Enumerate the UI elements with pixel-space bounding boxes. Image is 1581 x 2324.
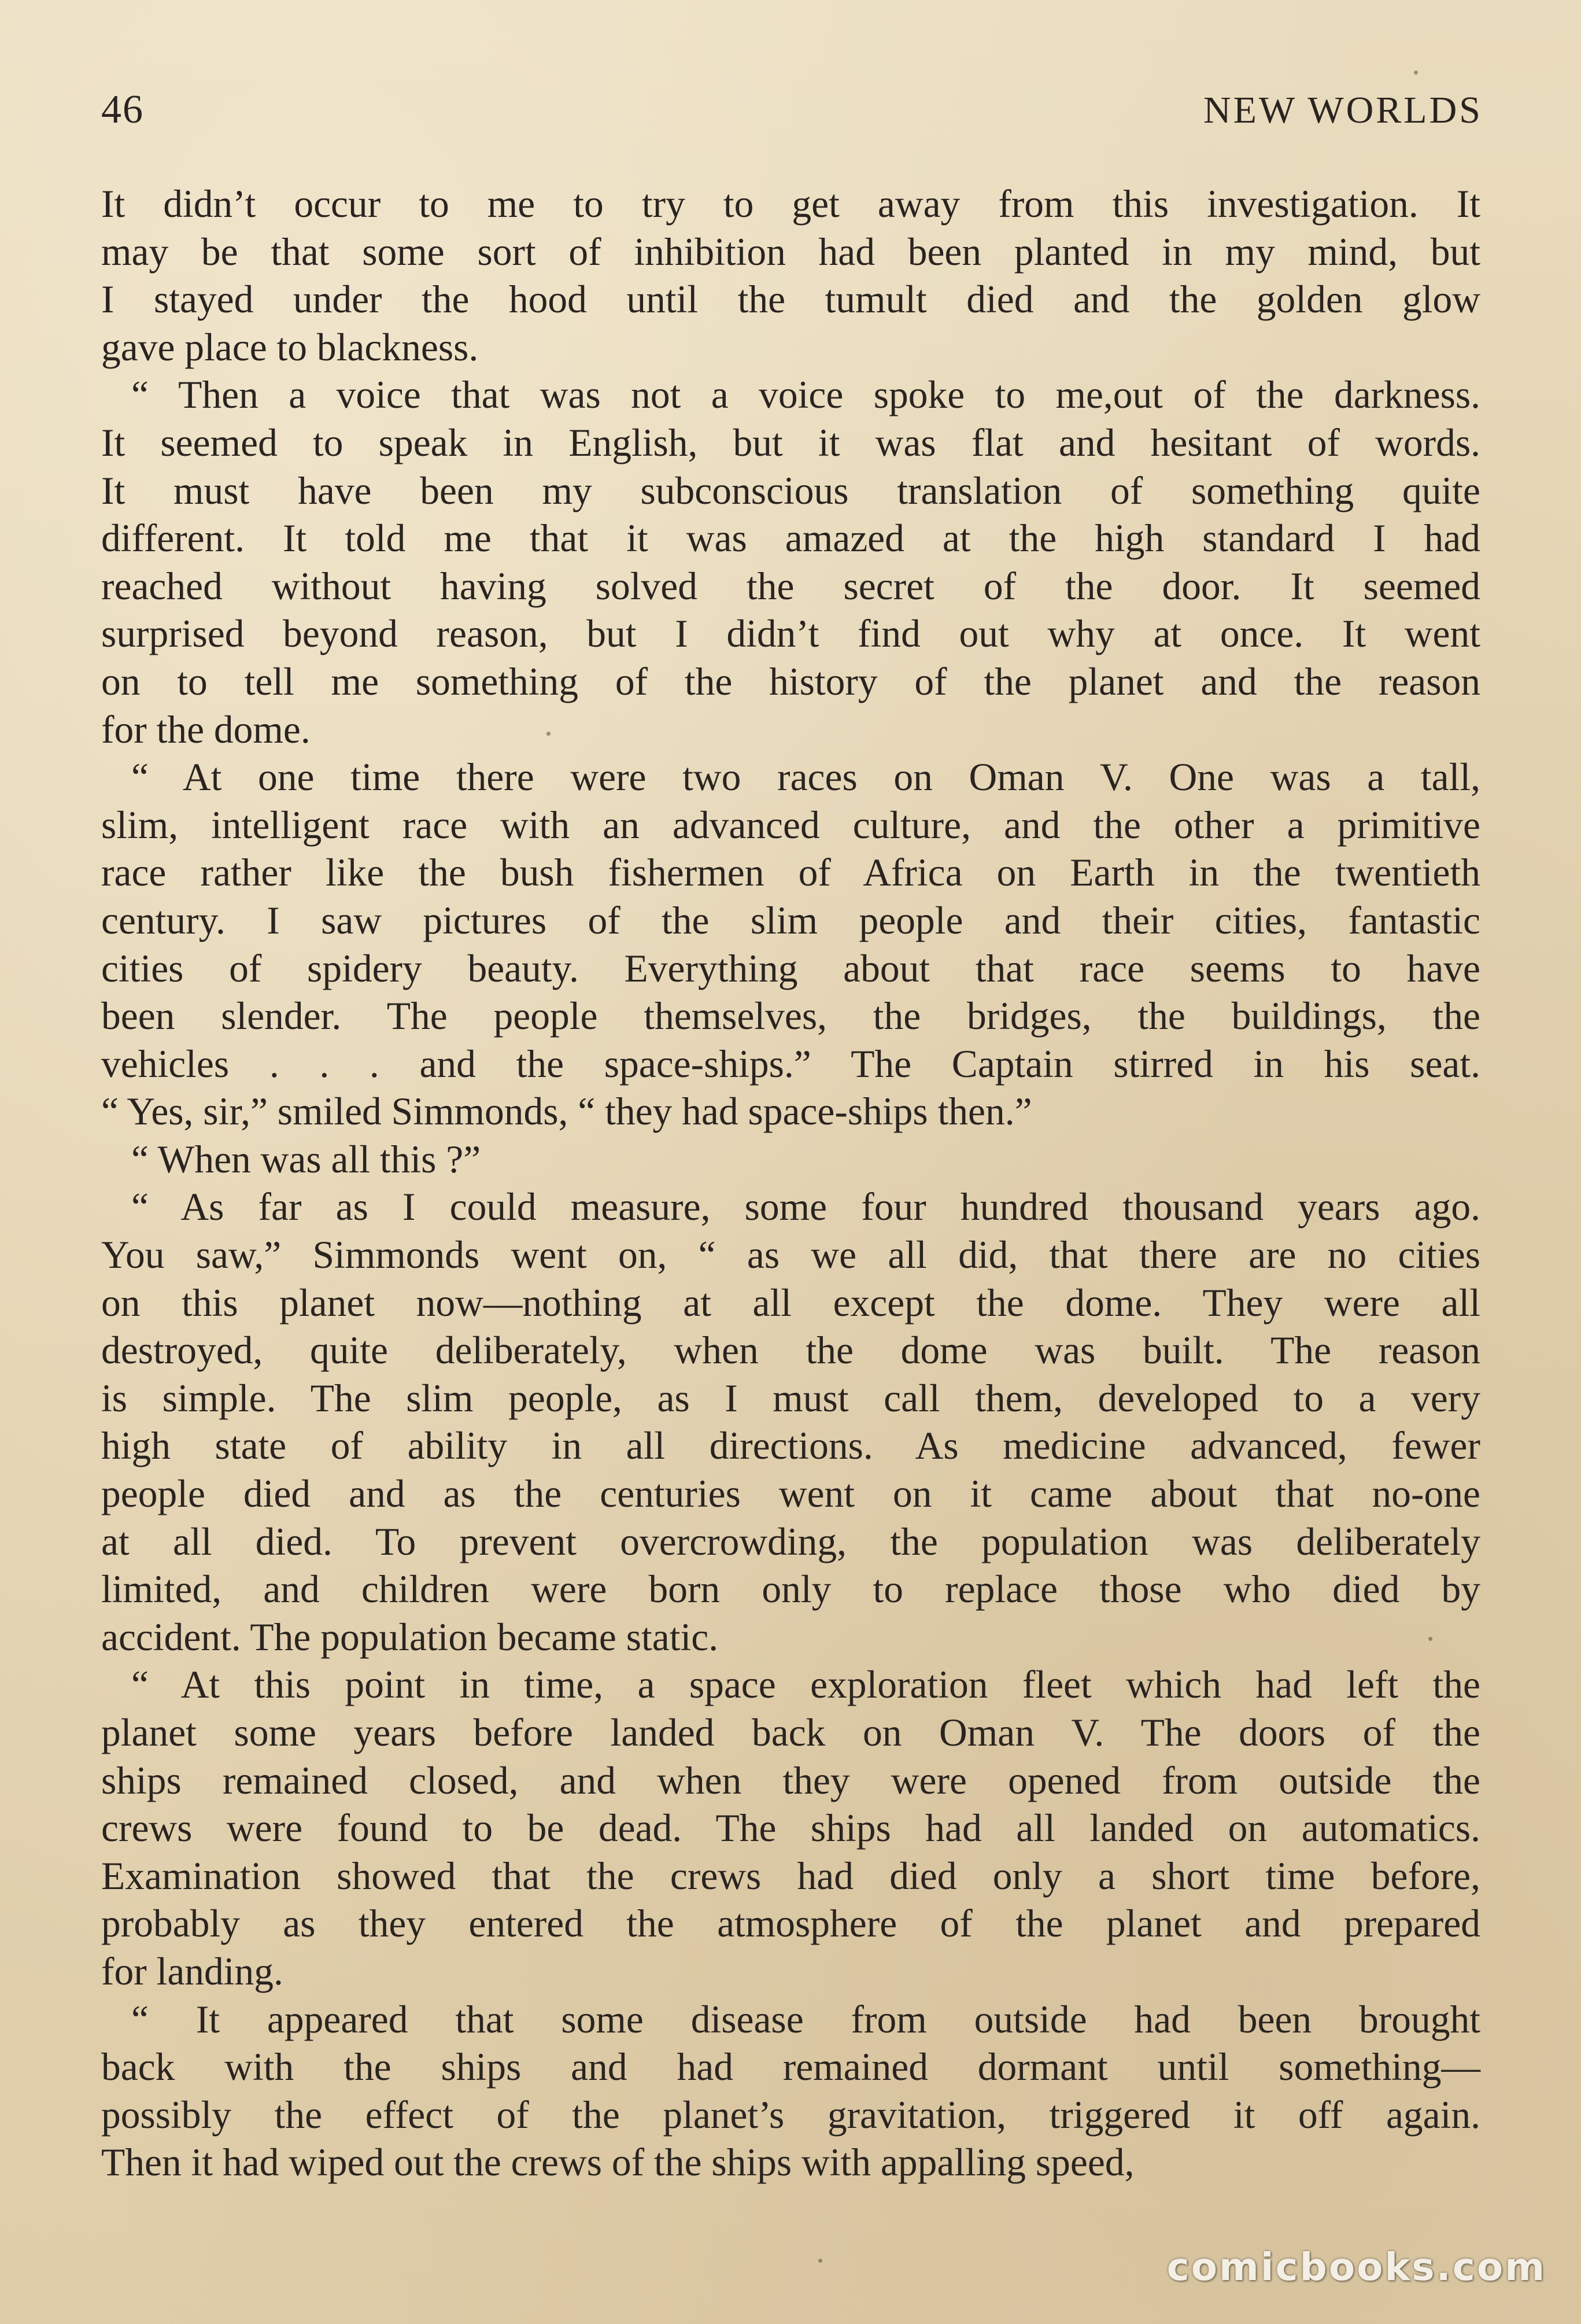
text-line: high state of ability in all directions. As medicine advanced, fewer [101,1424,1480,1468]
text-line: “ As far as I could measure, some four hundred thousand years ago. [131,1185,1480,1229]
text-line: “ Yes, sir,” smiled Simmonds, “ they had space-ships then.” [101,1090,1032,1134]
text-line: on this planet now—nothing at all except the dome. They were all [101,1281,1480,1325]
text-line: probably as they entered the atmosphere of the planet and prepared [101,1902,1480,1946]
running-head [101,87,1483,150]
text-line: century. I saw pictures of the slim people and their cities, fantastic [101,898,1480,942]
text-line: ships remained closed, and when they were opened from outside the [101,1758,1480,1802]
text-line: for landing. [101,1949,283,1993]
paper-speck [546,732,551,736]
text-line: “ At one time there were two races on Oman V. One was a tall, [131,755,1480,799]
text-line: limited, and children were born only to replace those who died by [101,1567,1480,1611]
paper-speck [1414,71,1418,75]
text-line: back with the ships and had remained dormant until something— [101,2045,1480,2089]
text-line: different. It told me that it was amazed at the high standard I had [101,517,1480,560]
text-line: may be that some sort of inhibition had been planted in my mind, but [101,230,1480,274]
text-line: slim, intelligent race with an advanced culture, and the other a primitive [101,803,1480,847]
paragraph [101,1661,1480,1995]
text-line: surprised beyond reason, but I didn’t find out why at once. It went [101,612,1480,656]
text-line: You saw,” Simmonds went on, “ as we all did, that there are no cities [101,1233,1480,1277]
text-line: It must have been my subconscious translation of something quite [101,469,1480,512]
text-line: vehicles . . . and the space-ships.” The Captain stirred in his seat. [101,1042,1480,1086]
text-line: gave place to blackness. [101,325,479,369]
text-line: race rather like the bush fishermen of Africa on Earth in the twentieth [101,851,1480,895]
text-line: at all died. To prevent overcrowding, the population was deliberately [101,1519,1480,1563]
text-line: “ At this point in time, a space exploration fleet which had left the [131,1663,1480,1707]
text-line: been slender. The people themselves, the bridges, the buildings, the [101,994,1480,1038]
text-line: for the dome. [101,707,311,751]
paper-speck [1428,1637,1432,1641]
text-line: It didn’t occur to me to try to get away from this investigation. It [101,182,1480,226]
page-number: 46 [101,87,144,132]
paragraph [101,1136,1480,1184]
text-line: I stayed under the hood until the tumult died and the golden glow [101,278,1480,322]
paragraph [101,1183,1480,1661]
text-line: accident. The population became static. [101,1615,719,1659]
text-line: It seemed to speak in English, but it was flat and hesitant of words. [101,420,1480,464]
text-line: possibly the effect of the planet’s gravitation, triggered it off again. [101,2093,1480,2137]
text-line: destroyed, quite deliberately, when the dome was built. The reason [101,1329,1480,1373]
text-line: “ When was all this ?” [131,1137,481,1181]
paragraph [101,180,1480,371]
body-text [101,180,1480,2187]
text-line: Then it had wiped out the crews of the ships with appalling speed, [101,2141,1135,2185]
text-line: is simple. The slim people, as I must call them, developed to a very [101,1376,1480,1420]
paragraph [101,754,1480,1136]
text-line: crews were found to be dead. The ships had all landed on automatics. [101,1806,1480,1850]
text-line: “ Then a voice that was not a voice spoke to me,out of the darkness. [131,373,1480,417]
text-line: people died and as the centuries went on it came about that no-one [101,1472,1480,1516]
text-line: Examination showed that the crews had died only a short time before, [101,1854,1480,1898]
text-line: “ It appeared that some disease from outside had been brought [131,1997,1480,2041]
paper-speck [818,2259,822,2263]
text-line: reached without having solved the secret of the door. It seemed [101,564,1480,608]
text-line: planet some years before landed back on Oman V. The doors of the [101,1711,1480,1754]
paragraph [101,371,1480,754]
text-line: on to tell me something of the history of the planet and the reason [101,659,1480,703]
paragraph [101,1996,1480,2187]
running-title: NEW WORLDS [1203,89,1483,131]
text-line: cities of spidery beauty. Everything about that race seems to have [101,946,1480,990]
watermark: comicbooks.com [1166,2245,1546,2289]
